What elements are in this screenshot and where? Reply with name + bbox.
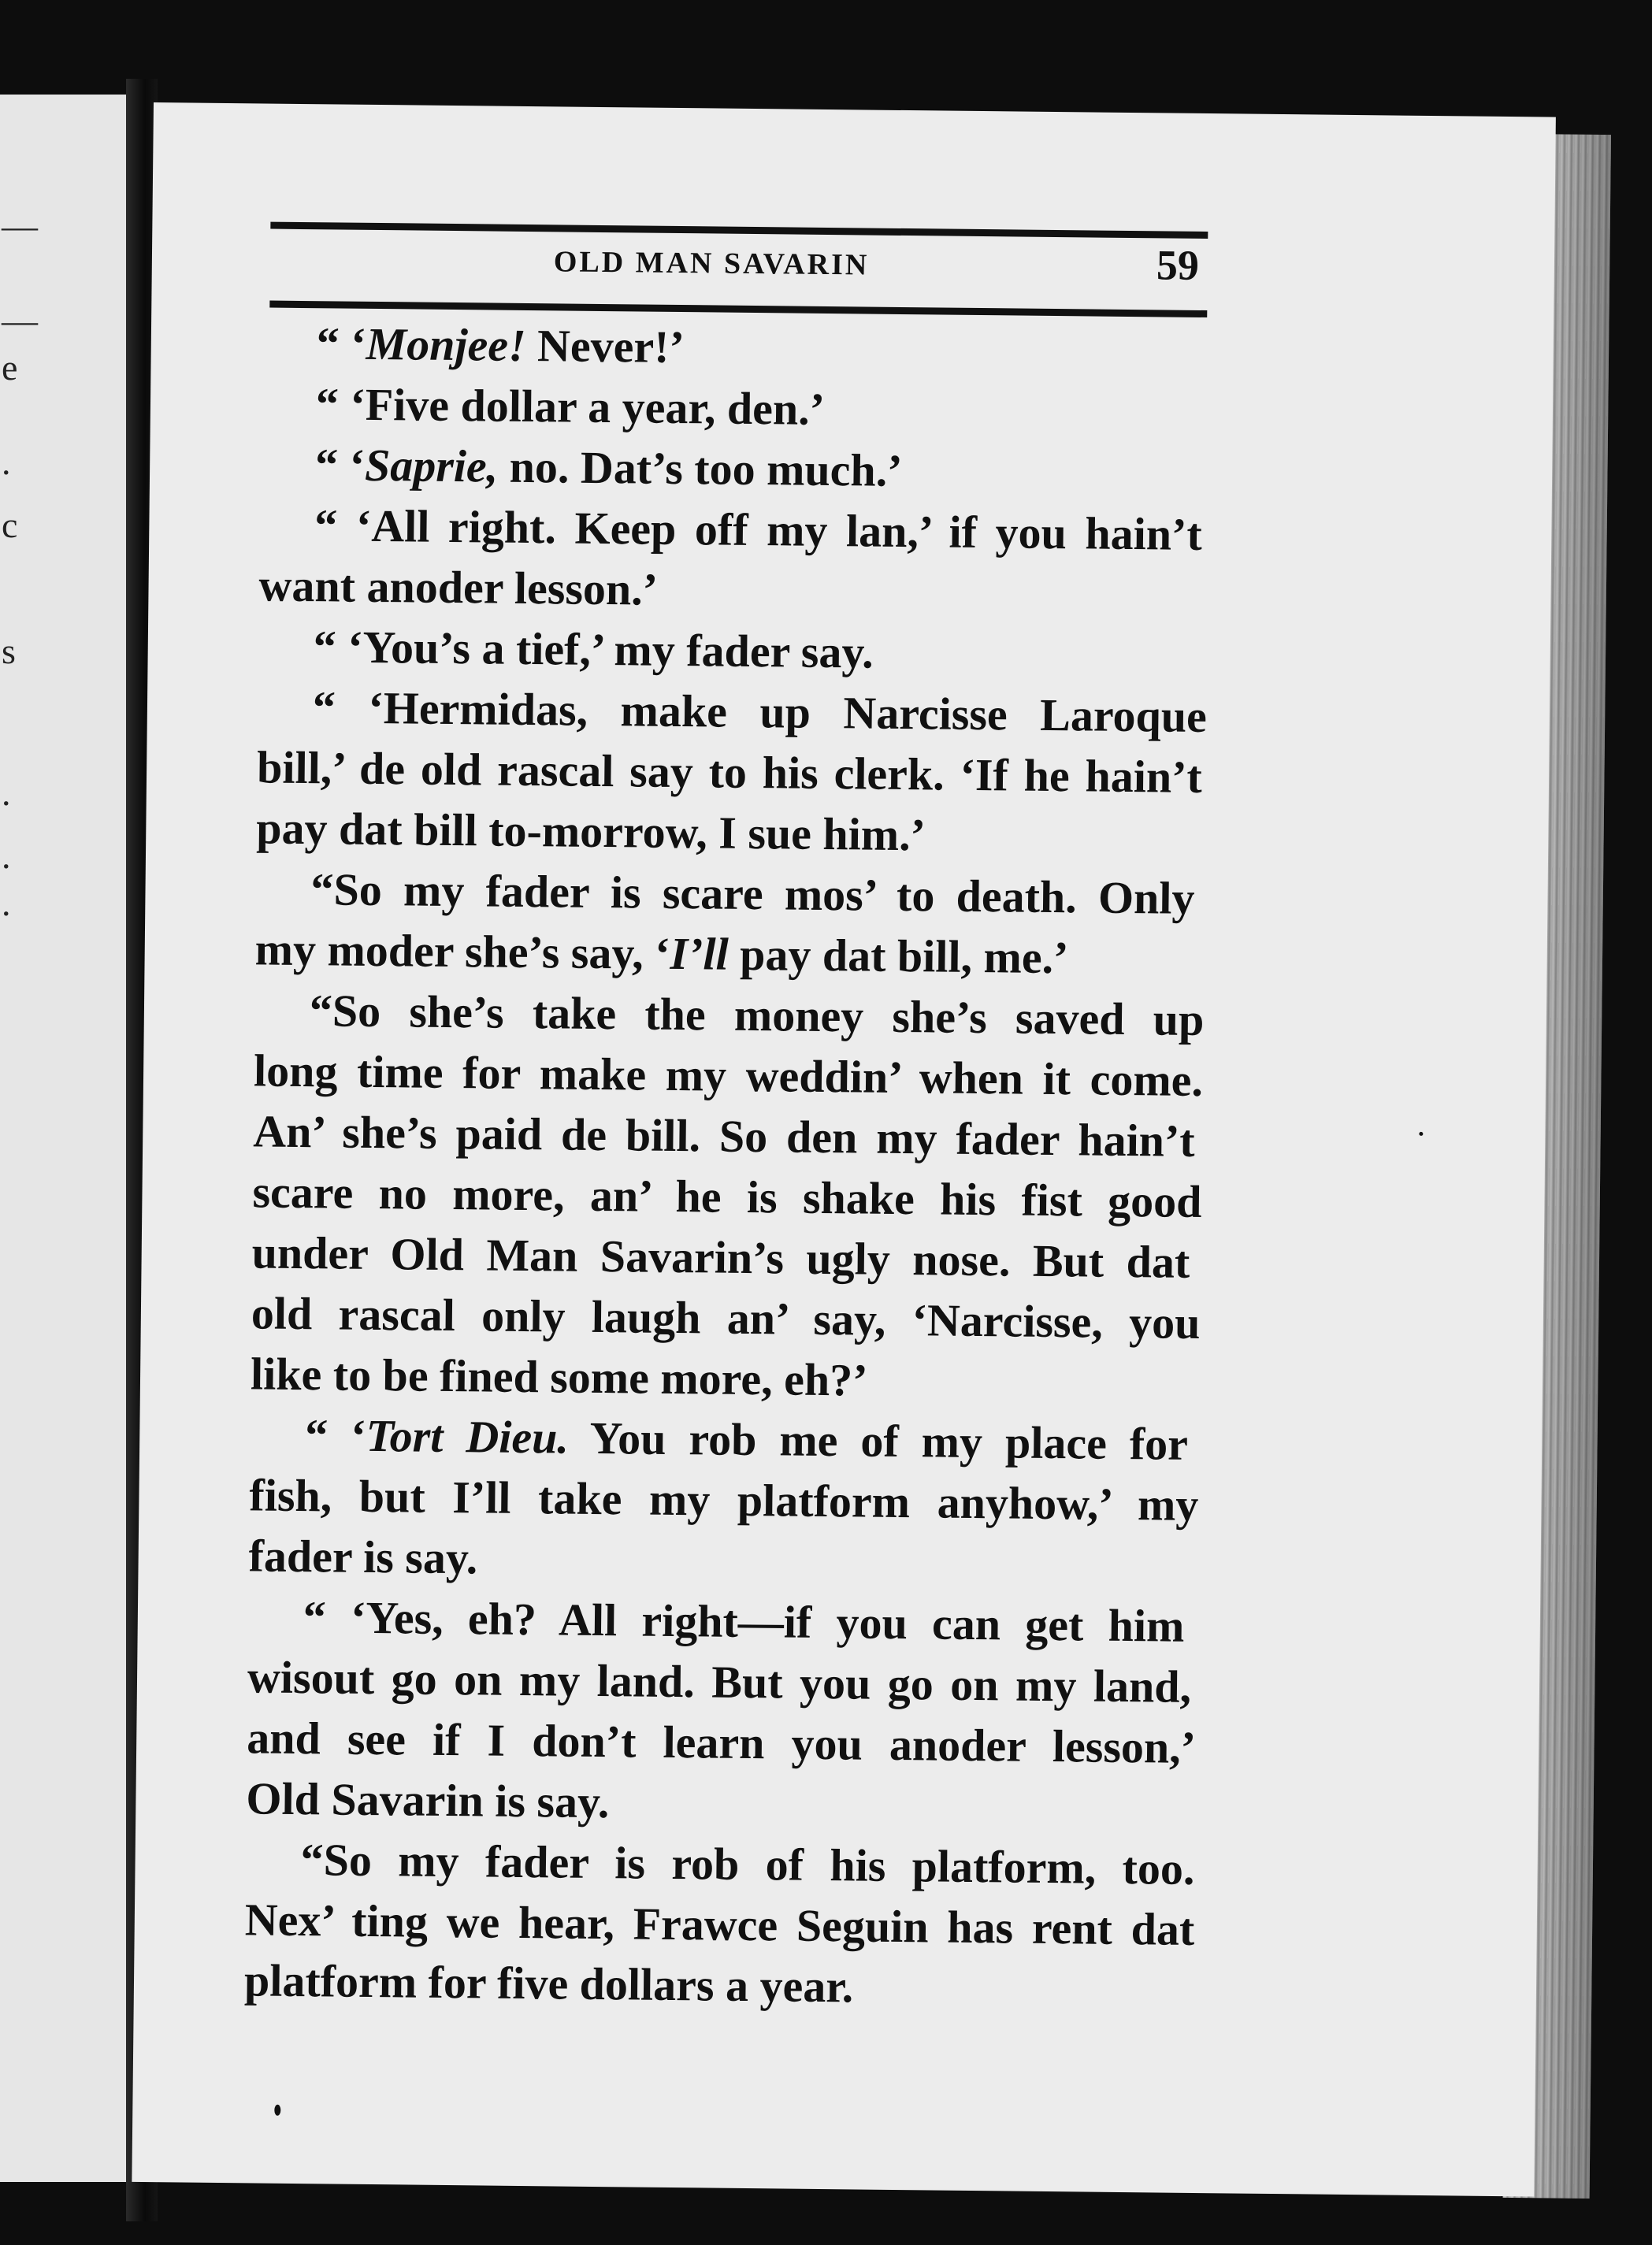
text-line: “ ‘You’s a tief,’ my fader say. xyxy=(313,621,874,678)
text-line: fish, but I’ll take my platform anyhow,’ my xyxy=(249,1469,1199,1531)
fragment: . xyxy=(2,773,11,813)
text-line: and see if I don’t learn you anoder lesson,’ xyxy=(246,1712,1197,1773)
book-page xyxy=(132,102,1556,2196)
text-line: wisout go on my land. But you go on my land, xyxy=(247,1651,1192,1713)
fragment: c xyxy=(2,505,18,545)
text-line: “ ‘Saprie, no. Dat’s too much.’ xyxy=(314,439,903,496)
text-line: “So she’s take the money she’s saved up xyxy=(309,985,1205,1046)
text-line: like to be fined some more, eh?’ xyxy=(250,1348,868,1406)
previous-page-edge xyxy=(0,95,134,2182)
text-line: bill,’ de old rascal say to his clerk. ‘If he hain’t xyxy=(256,741,1203,803)
running-head: OLD MAN SAVARIN xyxy=(553,245,870,282)
text-line: my moder she’s say, ‘I’ll pay dat bill, me.’ xyxy=(254,923,1069,984)
previous-page-text-fragments xyxy=(0,95,38,2182)
fragment: — xyxy=(2,300,38,340)
text-line: pay dat bill to-morrow, I sue him.’ xyxy=(256,802,926,861)
text-line: An’ she’s paid de bill. So den my fader hain’t xyxy=(252,1105,1195,1167)
text-line: under Old Man Savarin’s ugly nose. But dat xyxy=(251,1226,1190,1288)
print-speck xyxy=(1419,1132,1423,1136)
fragment: . xyxy=(2,836,11,876)
text-line: “ ‘Five dollar a year, den.’ xyxy=(315,378,826,435)
text-line: “So my fader is scare mos’ to death. Only xyxy=(310,863,1195,924)
fragment: s xyxy=(2,631,16,671)
text-line: “ ‘Tort Dieu. You rob me of my place for xyxy=(304,1409,1189,1470)
text-line: platform for five dollars a year. xyxy=(243,1954,854,2013)
text-line: scare no more, an’ he is shake his fist good xyxy=(252,1166,1202,1228)
text-line: fader is say. xyxy=(248,1530,478,1584)
text-line: long time for make my weddin’ when it come. xyxy=(253,1045,1204,1107)
text-line: “ ‘All right. Keep off my lan,’ if you hain’t xyxy=(314,499,1203,560)
text-line: “So my fader is rob of his platform, too. xyxy=(300,1834,1195,1894)
page-number: 59 xyxy=(1156,241,1200,289)
print-speck xyxy=(274,2105,280,2116)
text-line: “ ‘Hermidas, make up Narcisse Laroque xyxy=(312,681,1208,743)
text-line: old rascal only laugh an’ say, ‘Narcisse, you xyxy=(251,1287,1201,1349)
text-line: want anoder lesson.’ xyxy=(258,559,659,615)
fragment: e xyxy=(2,347,18,388)
header-top-rule xyxy=(270,222,1208,239)
fragment: — xyxy=(2,206,38,246)
text-line: Old Savarin is say. xyxy=(246,1772,610,1828)
fragment: . xyxy=(2,442,11,482)
text-line: “ ‘Yes, eh? All right—if you can get him xyxy=(303,1591,1185,1652)
text-line: Nex’ ting we hear, Frawce Seguin has rent dat xyxy=(244,1894,1195,1955)
fragment: . xyxy=(2,883,11,923)
text-line: “ ‘Monjee! Never!’ xyxy=(316,317,685,373)
